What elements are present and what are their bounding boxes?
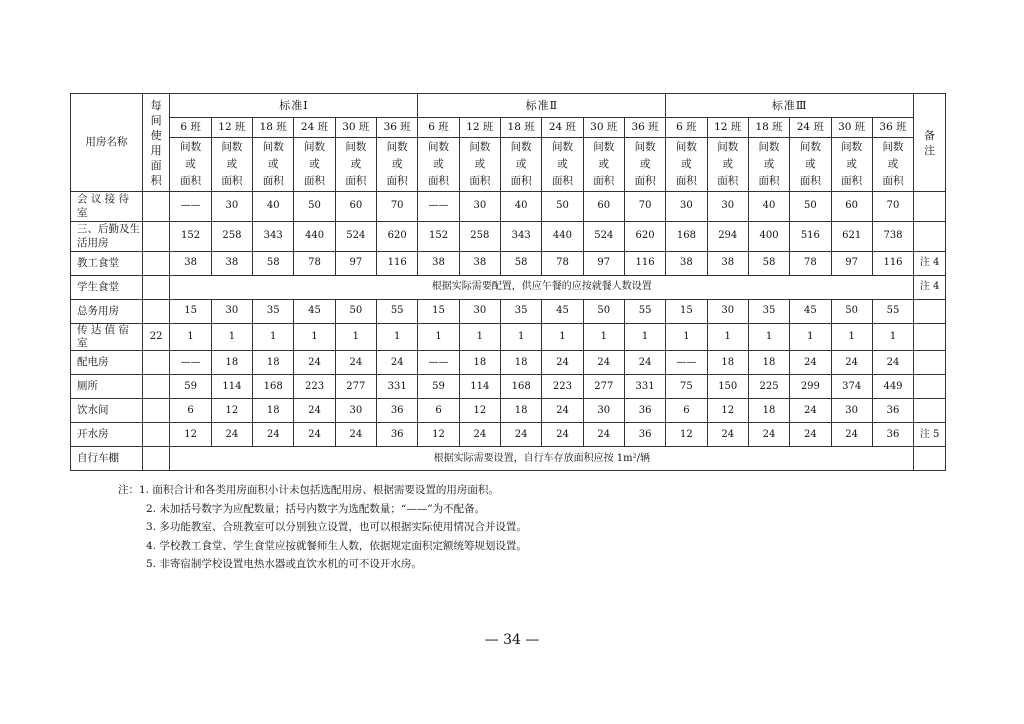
table-cell: 24	[542, 423, 583, 447]
table-cell: 45	[790, 300, 831, 324]
row-unit-area	[142, 192, 170, 222]
row-unit-area	[142, 252, 170, 276]
row-room-name: 三、后勤及生活用房	[71, 222, 143, 252]
row-room-name: 配电房	[71, 351, 143, 375]
row-remark: 注 5	[914, 423, 946, 447]
header-class-17: 36 班	[872, 118, 913, 138]
table-cell: ——	[666, 351, 707, 375]
table-cell: 1	[170, 324, 211, 351]
header-class-15: 24 班	[790, 118, 831, 138]
table-cell: 524	[583, 222, 624, 252]
table-cell: 1	[748, 324, 789, 351]
table-cell: 50	[542, 192, 583, 222]
table-cell: 299	[790, 375, 831, 399]
table-cell: 24	[790, 423, 831, 447]
header-qty-0: 间数 或 面积	[170, 138, 211, 192]
table-cell: 18	[459, 351, 500, 375]
table-cell: 40	[501, 192, 542, 222]
table-cell: 331	[624, 375, 665, 399]
header-qty-10: 间数 或 面积	[583, 138, 624, 192]
table-cell: 277	[335, 375, 376, 399]
header-qty-11: 间数 或 面积	[624, 138, 665, 192]
table-cell: 12	[666, 423, 707, 447]
table-cell: 24	[335, 423, 376, 447]
table-row	[71, 300, 946, 324]
table-cell: 1	[583, 324, 624, 351]
table-cell: 38	[418, 252, 459, 276]
header-class-11: 36 班	[624, 118, 665, 138]
row-remark	[914, 192, 946, 222]
table-row	[71, 399, 946, 423]
table-cell: 55	[872, 300, 913, 324]
table-cell: 50	[831, 300, 872, 324]
table-cell: 78	[294, 252, 335, 276]
table-cell: 50	[583, 300, 624, 324]
table-cell: 24	[831, 351, 872, 375]
table-cell: 78	[542, 252, 583, 276]
row-unit-area	[142, 423, 170, 447]
table-cell: 24	[583, 423, 624, 447]
table-row	[71, 351, 946, 375]
table-cell: 6	[666, 399, 707, 423]
table-cell: ——	[418, 351, 459, 375]
table-cell: ——	[170, 351, 211, 375]
row-room-name: 总务用房	[71, 300, 143, 324]
table-cell: 38	[170, 252, 211, 276]
table-cell: 30	[335, 399, 376, 423]
table-cell: 30	[459, 192, 500, 222]
header-class-6: 6 班	[418, 118, 459, 138]
table-cell: 36	[872, 423, 913, 447]
table-cell: 168	[253, 375, 294, 399]
table-cell: 524	[335, 222, 376, 252]
header-class-1: 12 班	[211, 118, 252, 138]
table-row	[71, 222, 946, 252]
table-cell: 343	[253, 222, 294, 252]
table-cell: 40	[748, 192, 789, 222]
table-cell: 258	[211, 222, 252, 252]
header-class-13: 12 班	[707, 118, 748, 138]
table-notes	[118, 481, 527, 574]
header-class-7: 12 班	[459, 118, 500, 138]
header-qty-12: 间数 或 面积	[666, 138, 707, 192]
row-room-name: 会 议 接 待 室	[71, 192, 143, 222]
table-cell: 12	[707, 399, 748, 423]
table-cell: 18	[707, 351, 748, 375]
table-row	[71, 252, 946, 276]
note-line	[146, 500, 527, 519]
table-cell: 223	[542, 375, 583, 399]
header-class-16: 30 班	[831, 118, 872, 138]
header-qty-4: 间数 或 面积	[335, 138, 376, 192]
table-cell: 70	[624, 192, 665, 222]
table-cell: 75	[666, 375, 707, 399]
row-unit-area	[142, 351, 170, 375]
table-cell: 50	[335, 300, 376, 324]
table-cell: 1	[666, 324, 707, 351]
table-cell: 24	[376, 351, 417, 375]
row-remark	[914, 375, 946, 399]
table-cell: 1	[790, 324, 831, 351]
table-cell: 18	[501, 399, 542, 423]
table-cell: 1	[872, 324, 913, 351]
row-remark	[914, 447, 946, 471]
table-cell: 738	[872, 222, 913, 252]
table-cell: 24	[211, 423, 252, 447]
table-cell: 18	[748, 351, 789, 375]
row-unit-area	[142, 300, 170, 324]
header-class-10: 30 班	[583, 118, 624, 138]
header-unit-area	[142, 94, 170, 192]
row-room-name: 开水房	[71, 423, 143, 447]
row-merged-text: 根据实际需要设置，自行车存放面积应按 1m²/辆	[170, 447, 914, 471]
row-remark: 注 4	[914, 252, 946, 276]
table-cell: 60	[831, 192, 872, 222]
table-cell: 1	[294, 324, 335, 351]
table-cell: 58	[501, 252, 542, 276]
table-cell: 12	[170, 423, 211, 447]
table-cell: 30	[707, 300, 748, 324]
table-cell: 294	[707, 222, 748, 252]
table-cell: 1	[253, 324, 294, 351]
header-qty-7: 间数 或 面积	[459, 138, 500, 192]
table-cell: 15	[170, 300, 211, 324]
row-unit-area	[142, 447, 170, 471]
note-text: 5. 非寄宿制学校设置电热水器或直饮水机的可不设开水房。	[146, 558, 422, 570]
table-cell: 225	[748, 375, 789, 399]
header-qty-1: 间数 或 面积	[211, 138, 252, 192]
table-cell: 36	[872, 399, 913, 423]
table-cell: 59	[418, 375, 459, 399]
table-cell: 168	[666, 222, 707, 252]
header-qty-16: 间数 或 面积	[831, 138, 872, 192]
table-cell: 449	[872, 375, 913, 399]
table-cell: 1	[376, 324, 417, 351]
header-remark	[914, 94, 946, 192]
header-remark-text: 备 注	[924, 128, 936, 157]
table-cell: 30	[211, 300, 252, 324]
table-cell: 18	[211, 351, 252, 375]
table-cell: 30	[459, 300, 500, 324]
table-cell: 24	[748, 423, 789, 447]
table-cell: 400	[748, 222, 789, 252]
row-remark: 注 4	[914, 276, 946, 300]
table-cell: 30	[707, 192, 748, 222]
header-class-8: 18 班	[501, 118, 542, 138]
table-row	[71, 423, 946, 447]
note-text: 3. 多功能教室、合班教室可以分别独立设置，也可以根据实际使用情况合并设置。	[146, 521, 527, 533]
table-cell: 258	[459, 222, 500, 252]
header-row-qty	[71, 138, 946, 192]
table-cell: 18	[748, 399, 789, 423]
header-class-9: 24 班	[542, 118, 583, 138]
table-cell: 36	[624, 423, 665, 447]
row-room-name: 厕所	[71, 375, 143, 399]
table-cell: 45	[542, 300, 583, 324]
facility-area-table	[70, 93, 946, 471]
header-qty-14: 间数 或 面积	[748, 138, 789, 192]
table-cell: 152	[418, 222, 459, 252]
table-cell: 116	[872, 252, 913, 276]
header-group-2: 标准Ⅱ	[418, 94, 666, 118]
table-cell: 24	[294, 351, 335, 375]
table-cell: 36	[376, 399, 417, 423]
table-cell: 1	[624, 324, 665, 351]
table-cell: 24	[459, 423, 500, 447]
table-cell: 24	[501, 423, 542, 447]
table-cell: 331	[376, 375, 417, 399]
header-row-classes	[71, 118, 946, 138]
row-room-name: 教工食堂	[71, 252, 143, 276]
table-cell: 223	[294, 375, 335, 399]
table-cell: 97	[583, 252, 624, 276]
table-cell: 24	[294, 423, 335, 447]
header-group-3: 标准Ⅲ	[666, 94, 914, 118]
table-cell: 45	[294, 300, 335, 324]
table-cell: 12	[418, 423, 459, 447]
table-cell: 114	[211, 375, 252, 399]
table-body	[71, 94, 946, 471]
table-cell: 1	[335, 324, 376, 351]
note-text: 4. 学校教工食堂、学生食堂应按就餐师生人数，依据规定面积定额统筹规划设置。	[146, 539, 527, 552]
row-remark	[914, 351, 946, 375]
table-cell: 58	[748, 252, 789, 276]
table-cell: 30	[831, 399, 872, 423]
table-cell: 15	[666, 300, 707, 324]
row-unit-area	[142, 375, 170, 399]
note-prefix: 注：	[118, 484, 139, 496]
table-cell: 30	[211, 192, 252, 222]
table-cell: 168	[501, 375, 542, 399]
table-cell: 35	[501, 300, 542, 324]
row-remark	[914, 222, 946, 252]
table-cell: 50	[294, 192, 335, 222]
table-cell: 1	[831, 324, 872, 351]
table-cell: ——	[418, 192, 459, 222]
header-qty-8: 间数 或 面积	[501, 138, 542, 192]
table-cell: 116	[624, 252, 665, 276]
table-cell: 621	[831, 222, 872, 252]
header-qty-2: 间数 或 面积	[253, 138, 294, 192]
note-line	[146, 518, 527, 537]
table-row	[71, 192, 946, 222]
row-remark	[914, 399, 946, 423]
table-cell: 70	[376, 192, 417, 222]
table-cell: 1	[542, 324, 583, 351]
table-cell: 24	[872, 351, 913, 375]
header-qty-3: 间数 或 面积	[294, 138, 335, 192]
table-cell: 6	[418, 399, 459, 423]
table-cell: 440	[294, 222, 335, 252]
table-cell: 60	[583, 192, 624, 222]
table-cell: 1	[501, 324, 542, 351]
page-number: — 34 —	[484, 632, 540, 648]
note-line	[118, 481, 527, 500]
table-cell: 620	[376, 222, 417, 252]
table-cell: 36	[624, 399, 665, 423]
table-cell: 6	[170, 399, 211, 423]
note-line	[146, 537, 527, 556]
table-cell: 40	[253, 192, 294, 222]
header-qty-17: 间数 或 面积	[872, 138, 913, 192]
table-cell: 55	[376, 300, 417, 324]
header-class-0: 6 班	[170, 118, 211, 138]
note-line	[146, 555, 527, 574]
table-cell: 114	[459, 375, 500, 399]
table-cell: 24	[542, 399, 583, 423]
table-cell: ——	[170, 192, 211, 222]
table-cell: 70	[872, 192, 913, 222]
note-text: 1. 面积合计和各类用房面积小计未包括选配用房、根据需要设置的用房面积。	[139, 484, 499, 496]
table-cell: 24	[583, 351, 624, 375]
table-cell: 1	[459, 324, 500, 351]
table-cell: 58	[253, 252, 294, 276]
header-unit-area-text: 每 间 使 用 面 积	[150, 98, 162, 187]
row-unit-area	[142, 276, 170, 300]
header-class-5: 36 班	[376, 118, 417, 138]
row-unit-area	[142, 399, 170, 423]
table-cell: 30	[583, 399, 624, 423]
table-cell: 35	[253, 300, 294, 324]
table-cell: 24	[294, 399, 335, 423]
row-unit-area: 22	[142, 324, 170, 351]
table-row	[71, 447, 946, 471]
table-cell: 620	[624, 222, 665, 252]
table-cell: 59	[170, 375, 211, 399]
header-qty-5: 间数 或 面积	[376, 138, 417, 192]
header-qty-9: 间数 或 面积	[542, 138, 583, 192]
note-text: 2. 未加括号数字为应配数量；括号内数字为选配数量；“——”为不配备。	[146, 502, 486, 515]
table-row	[71, 375, 946, 399]
row-unit-area	[142, 222, 170, 252]
table-cell: 1	[707, 324, 748, 351]
table-cell: 516	[790, 222, 831, 252]
table-cell: 24	[707, 423, 748, 447]
table-cell: 1	[211, 324, 252, 351]
table-cell: 97	[831, 252, 872, 276]
table-cell: 38	[707, 252, 748, 276]
header-qty-6: 间数 或 面积	[418, 138, 459, 192]
row-merged-text: 根据实际需要配置，供应午餐的应按就餐人数设置	[170, 276, 914, 300]
table-cell: 24	[253, 423, 294, 447]
table-cell: 60	[335, 192, 376, 222]
table-cell: 277	[583, 375, 624, 399]
header-room-name: 用房名称	[71, 94, 143, 192]
row-room-name: 传 达 值 宿 室	[71, 324, 143, 351]
header-group-1: 标准Ⅰ	[170, 94, 418, 118]
table-cell: 24	[831, 423, 872, 447]
table-cell: 24	[335, 351, 376, 375]
table-cell: 24	[624, 351, 665, 375]
table-cell: 24	[790, 351, 831, 375]
table-cell: 1	[418, 324, 459, 351]
table-cell: 30	[666, 192, 707, 222]
table-cell: 374	[831, 375, 872, 399]
table-cell: 18	[253, 351, 294, 375]
header-class-3: 24 班	[294, 118, 335, 138]
header-class-4: 30 班	[335, 118, 376, 138]
table-cell: 24	[790, 399, 831, 423]
table-cell: 343	[501, 222, 542, 252]
row-room-name: 学生食堂	[71, 276, 143, 300]
table-cell: 15	[418, 300, 459, 324]
table-cell: 116	[376, 252, 417, 276]
header-class-2: 18 班	[253, 118, 294, 138]
table-cell: 12	[459, 399, 500, 423]
table-cell: 440	[542, 222, 583, 252]
row-room-name: 自行车棚	[71, 447, 143, 471]
table-row	[71, 276, 946, 300]
header-qty-13: 间数 或 面积	[707, 138, 748, 192]
table-cell: 35	[748, 300, 789, 324]
row-remark	[914, 300, 946, 324]
table-cell: 152	[170, 222, 211, 252]
header-row-groups	[71, 94, 946, 118]
header-qty-15: 间数 或 面积	[790, 138, 831, 192]
table-cell: 97	[335, 252, 376, 276]
row-room-name: 饮水间	[71, 399, 143, 423]
table-cell: 18	[253, 399, 294, 423]
table-cell: 36	[376, 423, 417, 447]
table-cell: 55	[624, 300, 665, 324]
table-cell: 150	[707, 375, 748, 399]
table-cell: 38	[211, 252, 252, 276]
row-remark	[914, 324, 946, 351]
table-cell: 78	[790, 252, 831, 276]
table-cell: 24	[542, 351, 583, 375]
header-class-14: 18 班	[748, 118, 789, 138]
table-cell: 38	[459, 252, 500, 276]
table-cell: 18	[501, 351, 542, 375]
header-class-12: 6 班	[666, 118, 707, 138]
table-cell: 12	[211, 399, 252, 423]
table-cell: 38	[666, 252, 707, 276]
table-cell: 50	[790, 192, 831, 222]
table-row	[71, 324, 946, 351]
